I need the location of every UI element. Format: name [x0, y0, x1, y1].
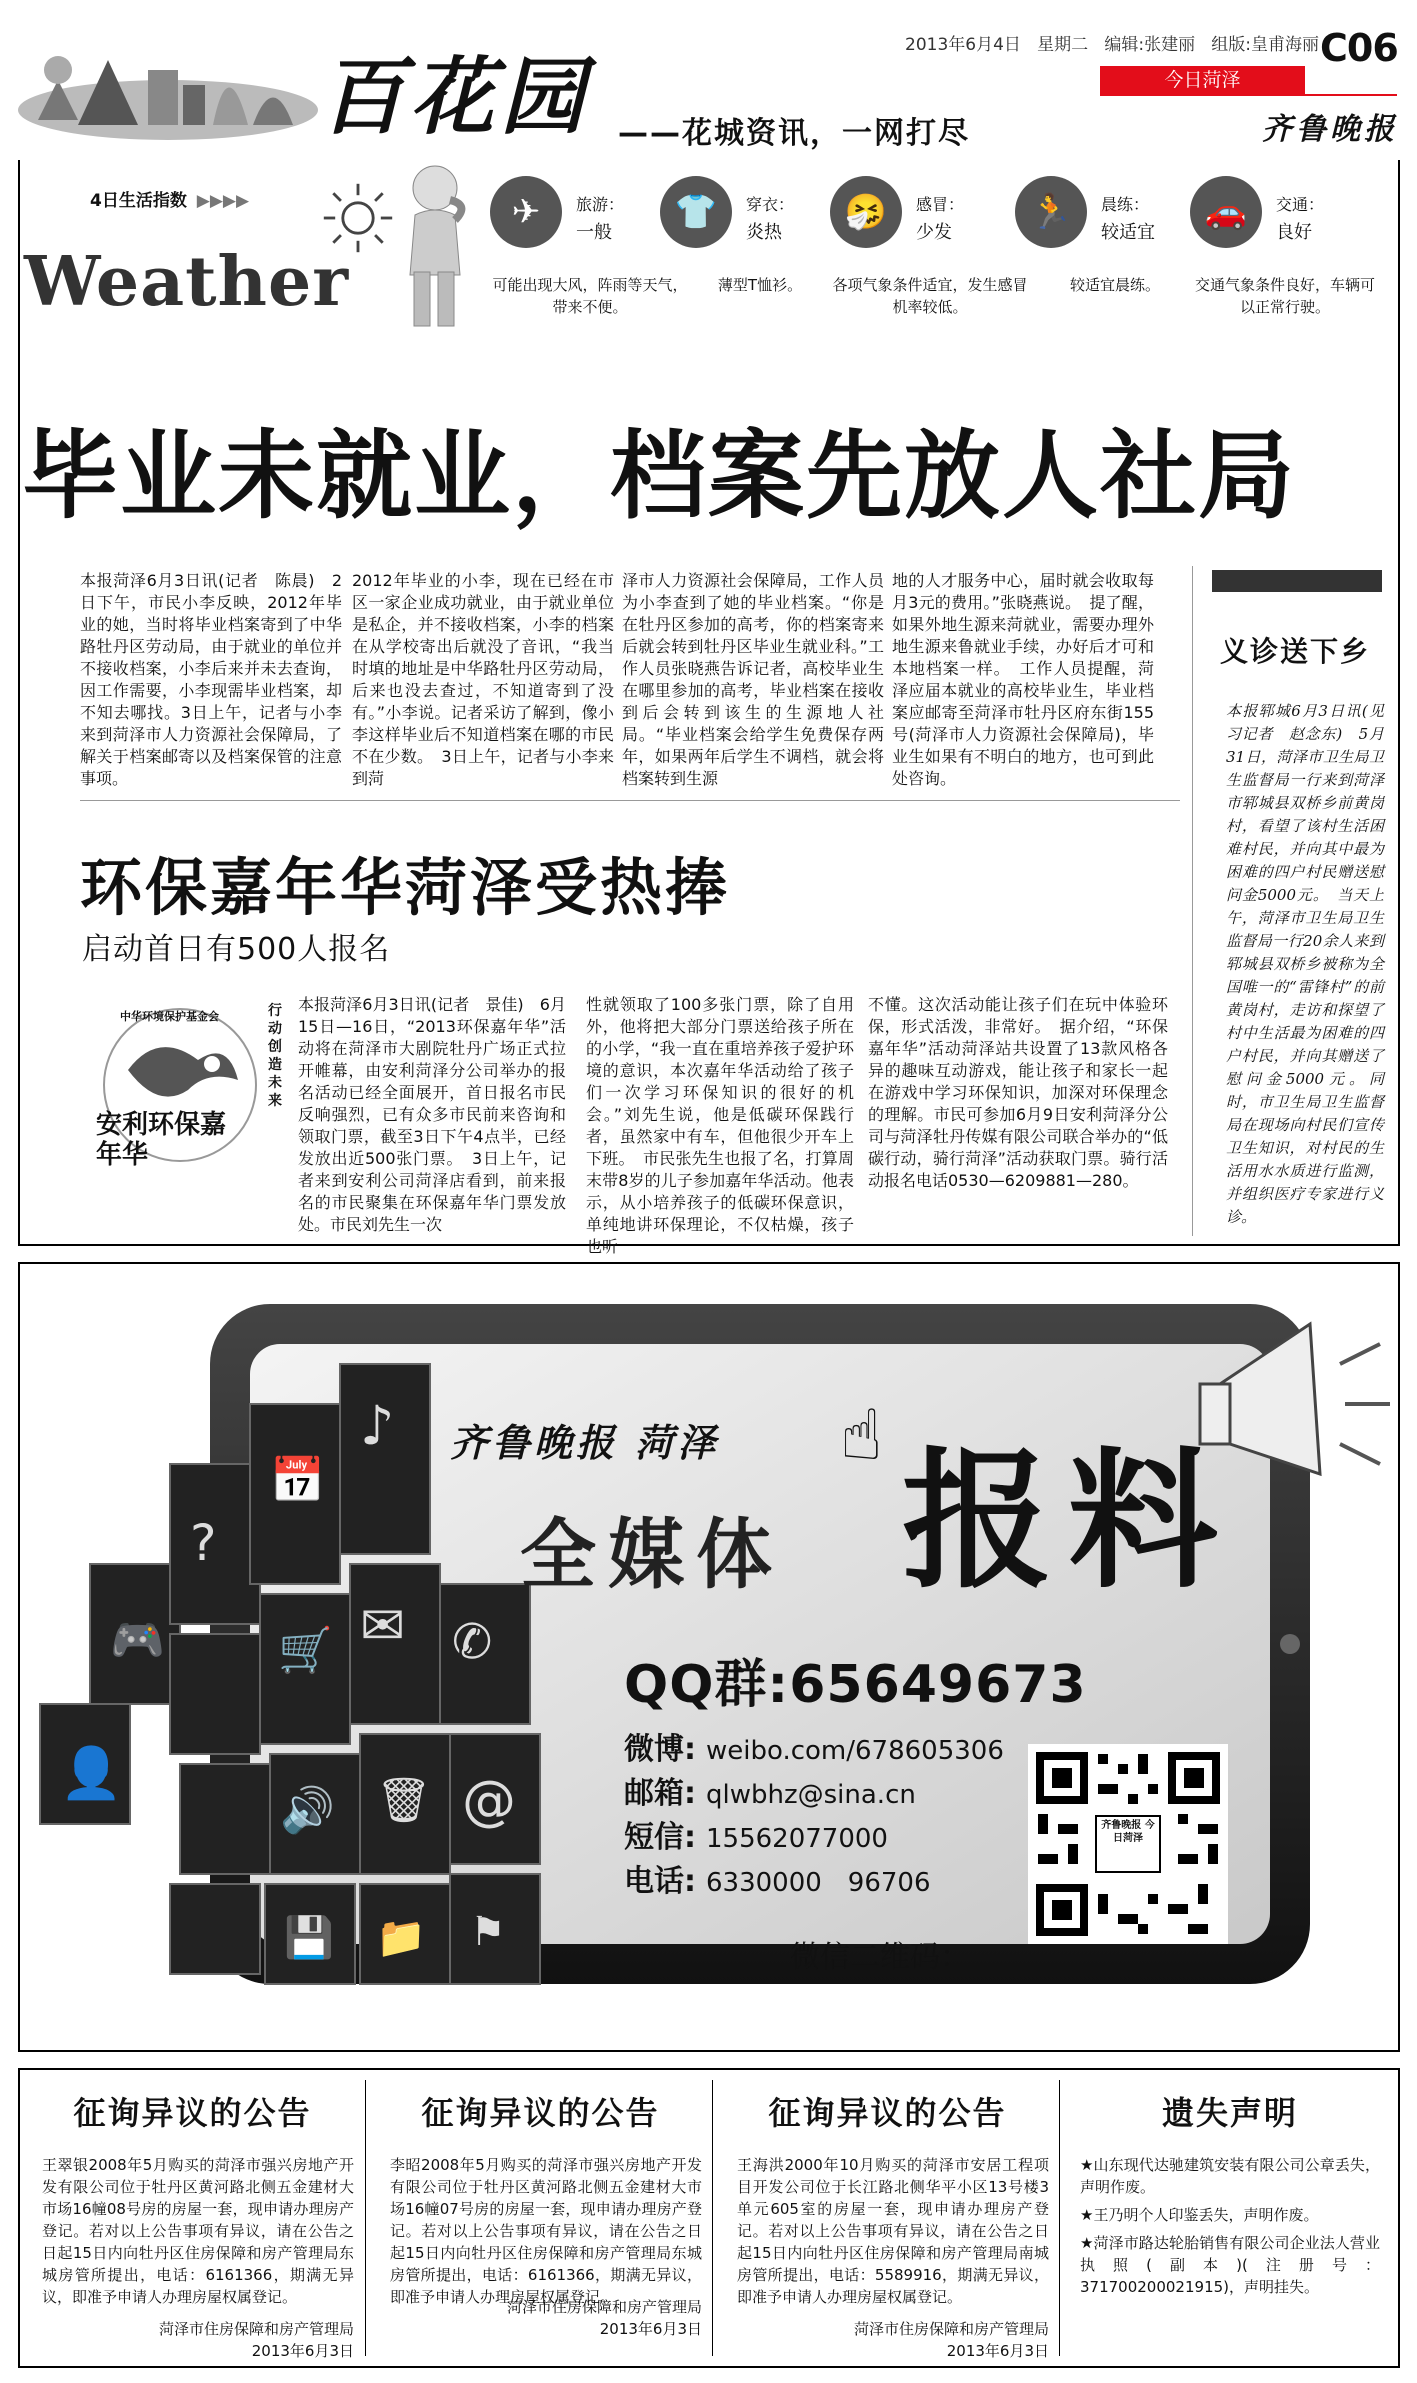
layout-credit: 组版:皇甫海丽 — [1211, 35, 1320, 55]
sidebar-article: 本报郓城6月3日讯(见习记者 赵念东) 5月31日，菏泽市卫生局卫生监督局一行来到菏泽市郓城县双桥乡前黄岗村，看望了该村生活困难村民，并向其中最为困难的四户村民赠送慰问金5000元。 当天上午，菏泽市卫生局卫生监督局一行20余人来到郓城县双桥乡被称为全国唯一的“雷锋村”的前黄岗村，走访和探望了村中生活最为困难的四户村民，并向其赠送了慰问金5000元。同时，市卫生局卫生监督局在现场向村民们宣传卫生知识，对村民的生活用水水质进行监测，并组织医疗专家进行义诊。 — [1226, 702, 1384, 1226]
header-rule — [1100, 94, 1397, 96]
airplane-icon: ✈ — [490, 176, 562, 248]
hand-pointer-icon: ☝ — [840, 1394, 883, 1476]
contact-key: 电话: — [624, 1864, 696, 1899]
music-icon: ♪ — [360, 1394, 395, 1457]
notice-body: 李昭2008年5月购买的菏泽市强兴房地产开发有限公司位于牡丹区黄河路北侧五金建材大市场16幢07号房的房屋一套，现申请办理房产登记。若对以上公告事项有异议，请在公告之日起15日内向牡丹区住房保障和房产管理局东城房管所提出，电话：6161366，期满无异议，即准予申请人办理房屋权属登记。 — [390, 2156, 702, 2306]
article-column: 本报菏泽6月3日讯(记者 景佳) 6月15日—16日，“2013环保嘉年华”活动将在菏泽市大剧院牡丹广场正式拉开帷幕，由安利菏泽分公司举办的报名活动已经全面展开，首日报名市民反响强烈，已有众多市民前来咨询和领取门票，截至3日下午4点半，已经发放出近500张门票。 3日上午，记者来到安利公司菏泽店看到，前来报名的市民聚集在环保嘉年华门票发放处。市民刘先生一次 — [298, 995, 566, 1234]
cart-icon: 🛒 — [278, 1625, 333, 1676]
life-index-label: 4日生活指数 — [90, 191, 187, 211]
tshirt-icon: 👕 — [660, 176, 732, 248]
logo-ring-text: 中华环境保护基金会 — [120, 1010, 219, 1023]
logo-slogan: 行动创造未来 — [268, 1003, 282, 1109]
cold-icon: 🤧 — [830, 176, 902, 248]
lost-statement — [1062, 2070, 1398, 2366]
ad-report-title: 报料 — [902, 1435, 1235, 1609]
lost-item: ★山东现代达驰建筑安装有限公司公章丢失，声明作废。 — [1080, 2156, 1380, 2196]
notice-org: 菏泽市住房保障和房产管理局 — [158, 2320, 354, 2338]
ad-media-title: 全媒体 — [520, 1510, 784, 1599]
contact-key: 邮箱: — [624, 1776, 696, 1811]
notice-date: 2013年6月3日 — [599, 2320, 702, 2338]
notice-org: 菏泽市住房保障和房产管理局 — [853, 2320, 1049, 2338]
trash-icon: 🗑 — [376, 1775, 432, 1826]
contact-value: 15562077000 — [706, 1824, 888, 1854]
lost-item: ★王乃明个人印鉴丢失，声明作废。 — [1080, 2206, 1319, 2224]
page-header — [0, 0, 1417, 160]
article-headline: 毕业未就业，档案先放人社局 — [22, 420, 1296, 532]
notice-divider — [1059, 2080, 1060, 2356]
mail-icon: ✉ — [360, 1594, 406, 1657]
car-icon: 🚗 — [1190, 176, 1262, 248]
weather-item-note: 较适宜晨练。 — [1069, 276, 1160, 294]
lost-body — [1080, 2154, 1380, 2304]
help-icon: ? — [190, 1514, 217, 1572]
issue-date: 2013年6月4日 — [905, 35, 1021, 55]
contact-value: weibo.com/678605306 — [706, 1736, 1004, 1766]
phone-icon: ✆ — [452, 1614, 493, 1670]
column-rule — [1192, 566, 1193, 1236]
at-icon: @ — [462, 1769, 516, 1832]
qq-group: QQ群:65649673 — [624, 1655, 1087, 1715]
notice-title: 征询异议的公告 — [768, 2094, 1007, 2132]
user-icon: 👤 — [60, 1744, 123, 1802]
notice-date: 2013年6月3日 — [251, 2342, 354, 2360]
contact-value: qlwbhz@sina.cn — [706, 1780, 916, 1810]
weather-item-label: 交通： — [1276, 195, 1325, 214]
article-subheadline: 启动首日有500人报名 — [82, 932, 391, 967]
lost-title: 遗失声明 — [1161, 2094, 1298, 2132]
notices-section — [18, 2068, 1400, 2368]
article-column: 不懂。这次活动能让孩子们在玩中体验环保，形式活泼，非常好。 据介绍，“环保嘉年华”活动菏泽站共设置了13款风格各异的趣味互动游戏，能让孩子和家长一起在游戏中学习环保知识，加深对环保理念的理解。市民可参加6月9日安利菏泽分公司与菏泽牡丹传媒有限公司联合举办的“低碳行动，骑行菏泽”活动获取门票。骑行活动报名电话0530—6209881—280。 — [868, 995, 1168, 1190]
gamepad-icon: 🎮 — [110, 1615, 165, 1666]
notice-divider — [365, 2080, 366, 2356]
objection-notice — [368, 2070, 713, 2366]
exercise-icon: 🏃 — [1015, 176, 1087, 248]
calendar-icon: 📅 — [270, 1455, 325, 1506]
city-skyline-illustration — [18, 40, 318, 140]
speaker-icon: 🔊 — [280, 1785, 335, 1836]
weather-item-label: 感冒： — [916, 195, 965, 214]
contact-weibo — [624, 1724, 1004, 1768]
issue-weekday: 星期二 — [1037, 35, 1089, 55]
logo-text: 安利环保嘉年华 — [96, 1110, 227, 1170]
article-column: 本报菏泽6月3日讯(记者 陈晨) 2日下午，市民小李反映，2012年毕业的她，当时将毕业档案寄到了中华路牡丹区劳动局，由于就业的单位并不接收档案，小李后来并未去查询，因工作需要，小李现需毕业档案，却不知去哪找。3日上午，记者与小李来到菏泽市人力资源社会保障局，了解关于档案邮寄以及档案保管的注意事项。 — [80, 571, 342, 788]
article-column: 2012年毕业的小李，现在已经在市区一家企业成功就业，由于就业单位是私企，并不接收档案，小李的档案在从学校寄出后就没了音讯，“我当时填的地址是中华路牡丹区劳动局，后来也没去查过，不知道寄到了没有。”小李说。记者采访了解到，像小李这样毕业后不知道档案在哪的市民不在少数。 3日上午，记者与小李来到菏 — [352, 571, 614, 788]
weather-item-note: 薄型T恤衫。 — [717, 276, 803, 294]
notice-date: 2013年6月3日 — [946, 2342, 1049, 2360]
flag-icon: ⚑ — [470, 1909, 506, 1955]
weather-item-value: 较适宜 — [1101, 222, 1155, 243]
advertisement — [18, 1262, 1400, 2052]
weather-item-note: 交通气象条件良好，车辆可以正常行驶。 — [1194, 276, 1375, 316]
folder-icon: 📁 — [376, 1915, 426, 1961]
weather-item-label: 晨练： — [1101, 195, 1150, 214]
notice-title: 征询异议的公告 — [421, 2094, 660, 2132]
contact-key: 微博: — [624, 1732, 696, 1767]
sidebar-title: 义诊送下乡 — [1220, 635, 1371, 668]
wechat-qr-label: 微信二维码： — [790, 1940, 970, 1975]
weather-item-value: 一般 — [576, 222, 612, 243]
contact-value: 6330000 96706 — [706, 1868, 931, 1898]
sidebar-header-bar — [1212, 570, 1382, 592]
weather-item-value: 良好 — [1276, 222, 1312, 243]
masthead-slogan: ——花城资讯，一网打尽 — [618, 116, 970, 151]
weather-item-cold — [830, 170, 1040, 320]
notice-title: 征询异议的公告 — [73, 2094, 312, 2132]
contact-email — [624, 1768, 916, 1812]
section-rule — [80, 800, 1180, 801]
editor-credit: 编辑:张建丽 — [1104, 35, 1196, 55]
weather-item-traffic — [1190, 170, 1400, 320]
notice-body: 王海洪2000年10月购买的菏泽市安居工程项目开发公司位于长江路北侧华平小区13号楼3单元605室的房屋一套，现申请办理房产登记。若对以上公告事项有异议，请在公告之日起15日内向牡丹区住房保障和房产管理局南城房管所提出，电话：5589916，期满无异议，即准予申请人办理房屋权属登记。 — [737, 2156, 1049, 2306]
qr-caption: 齐鲁晚报 今日菏泽 — [1101, 1820, 1155, 1844]
article-column: 性就领取了100多张门票，除了自用外，他将把大部分门票送给孩子所在的小学，“我一直在重培养孩子爱护环境的意识，本次嘉年华活动给了孩子们一次学习环保知识的很好的机会。”刘先生说，他是低碳环保践行者，虽然家中有车，但他很少开车上下班。 市民张先生也报了名，打算周末带8岁的儿子参加嘉年华活动。他表示，从小培养孩子的低碳环保意识，单纯地讲环保理论，不仅枯燥，孩子也听 — [586, 995, 854, 1256]
weather-section — [18, 160, 1400, 330]
weather-item-value: 炎热 — [746, 222, 782, 243]
save-icon: 💾 — [284, 1915, 334, 1961]
contact-key: 短信: — [624, 1820, 696, 1855]
notice-body: 王翠银2008年5月购买的菏泽市强兴房地产开发有限公司位于牡丹区黄河路北侧五金建材大市场16幢08号房的房屋一套，现申请办理房产登记。若对以上公告事项有异议，请在公告之日起15日内向牡丹区住房保障和房产管理局东城房管所提出，电话：6161366，期满无异议，即准予申请人办理房屋权属登记。 — [42, 2156, 354, 2306]
notice-org: 菏泽市住房保障和房产管理局 — [506, 2298, 702, 2316]
contact-sms — [624, 1812, 888, 1856]
article-column: 地的人才服务中心，届时就会收取每月3元的费用。”张晓燕说。 提了醒，如果外地生源来菏就业，需要办理外地生源来鲁就业手续，办好后才可和本地档案一样。 工作人员提醒，菏泽应届本就业的高校毕业生，毕业档案应邮寄至菏泽市牡丹区府东街155号(菏泽市人力资源社会保障局)，毕业生如果有不明白的地方，也可到此处咨询。 — [892, 571, 1154, 788]
article-headline: 环保嘉年华菏泽受热捧 — [80, 851, 731, 924]
weather-item-note: 各项气象条件适宜，发生感冒机率较低。 — [832, 276, 1028, 316]
section-tag: 今日菏泽 — [1100, 66, 1305, 94]
weather-banner: Weather — [24, 242, 350, 322]
arrow-icon: ▶▶▶▶ — [196, 191, 250, 211]
weather-item-label: 旅游： — [576, 195, 625, 214]
weather-item-label: 穿衣： — [746, 195, 795, 214]
dateline — [905, 30, 1319, 55]
weather-item-note: 可能出现大风，阵雨等天气，带来不便。 — [492, 276, 688, 316]
life-index-title — [90, 186, 249, 211]
thinking-figure-illustration — [380, 160, 490, 330]
masthead-title: 百花园 — [320, 47, 591, 146]
newspaper-logo: 齐鲁晚报 — [1262, 112, 1398, 147]
objection-notice — [20, 2070, 365, 2366]
notice-divider — [712, 2080, 713, 2356]
page-code: C06 — [1320, 26, 1398, 70]
article-column: 泽市人力资源社会保障局，工作人员为小李查到了她的毕业档案。“你是在牡丹区参加的高考，你的档案寄来后就会转到牡丹区毕业生就业科。”工作人员张晓燕告诉记者，高校毕业生在哪里参加的高考，毕业档案在接收到后会转到该生的生源地人社局。“毕业档案会给学生免费保存两年，如果两年后学生不调档，就会将档案转到生源 — [622, 571, 884, 788]
ad-brand: 齐鲁晚报 菏泽 — [450, 1421, 720, 1465]
weather-item-value: 少发 — [916, 222, 952, 243]
contact-phone — [624, 1856, 931, 1900]
objection-notice — [715, 2070, 1060, 2366]
lost-item: ★菏泽市路达轮胎销售有限公司企业法人营业执照(副本)(注册号：371700200021915)，声明挂失。 — [1080, 2234, 1380, 2296]
